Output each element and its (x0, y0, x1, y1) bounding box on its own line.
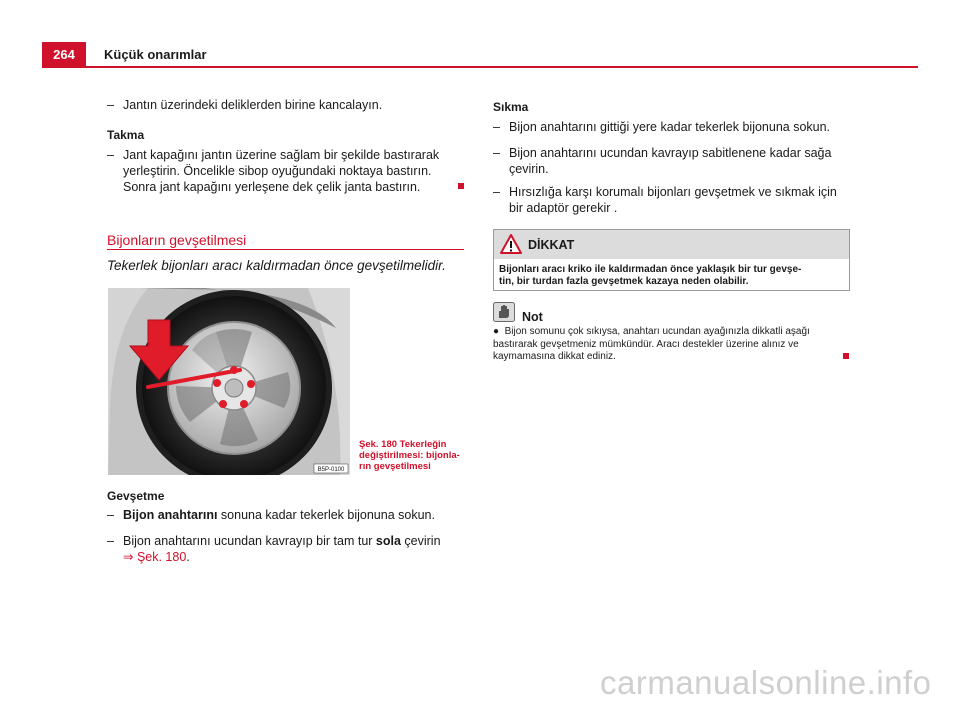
warning-triangle-icon (500, 234, 522, 254)
note-title: Not (522, 310, 543, 324)
tighten-step-1: – Bijon anahtarını gittiği yere kadar tekerlek bijonuna sokun. (493, 120, 831, 134)
loosen-heading: Gevşetme (107, 489, 165, 503)
page-number: 264 (42, 42, 86, 68)
watermark: carmanualsonline.info (600, 664, 932, 701)
warning-header (494, 230, 849, 259)
section-title: Bijonların gevşetilmesi (107, 232, 247, 248)
install-step: – Jant kapağını jantın üzerine sağlam bir şekilde bastırarak yerleştirin. Öncelikle sibop oyuğundaki noktaya bastırın. Sonra jant kapağını yerleşene dek çelik janta bastırın. (107, 148, 440, 194)
figure-ref-link[interactable]: ⇒ Şek. 180 (123, 550, 187, 564)
figure-caption: Şek. 180 Tekerleğin değiştirilmesi: bijonla- rın gevşetilmesi (359, 439, 460, 472)
tighten-heading: Sıkma (493, 100, 529, 114)
chapter-title: Küçük onarımlar (104, 47, 207, 62)
loosen-step-1: – Bijon anahtarını sonuna kadar tekerlek bijonuna sokun. (107, 508, 435, 522)
loosen-step-2: – Bijon anahtarını ucundan kavrayıp bir tam tur sola çevirin ⇒ Şek. 180. (107, 534, 441, 564)
section-subtitle: Tekerlek bijonları aracı kaldırmadan önce gevşetilmelidir. (107, 258, 446, 273)
install-heading: Takma (107, 128, 145, 142)
note-hand-icon (493, 302, 515, 322)
tighten-step-2: – Bijon anahtarını ucundan kavrayıp sabitlenene kadar sağa çevirin. (493, 146, 832, 176)
step-hook: – Jantın üzerindeki deliklerden birine kancalayın. (107, 98, 383, 112)
header-rule (86, 66, 918, 68)
note-text: ● Bijon somunu çok sıkıysa, anahtarı ucundan ayağınızla dikkatli aşağı bastırarak gevşetmeniz mümkündür. Aracı destekler üzerine alınız ve kaymamasına dikkat ediniz. (493, 326, 810, 362)
end-mark (458, 183, 464, 189)
warning-title: DİKKAT (528, 238, 575, 252)
note-end-mark (843, 353, 849, 359)
figure-code: B5P-0100 (317, 467, 345, 473)
section-rule (107, 249, 464, 250)
wheel-figure (108, 288, 350, 475)
warning-text: Bijonları aracı kriko ile kaldırmadan önce yaklaşık bir tur gevşe- tin, bir turdan fazla gevşetmek kazaya neden olabilir. (499, 264, 802, 287)
tighten-step-3: – Hırsızlığa karşı korumalı bijonları gevşetmek ve sıkmak için bir adaptör gerekir . (493, 185, 837, 215)
warning-box (493, 229, 850, 291)
note-bullet: ● (493, 326, 500, 337)
